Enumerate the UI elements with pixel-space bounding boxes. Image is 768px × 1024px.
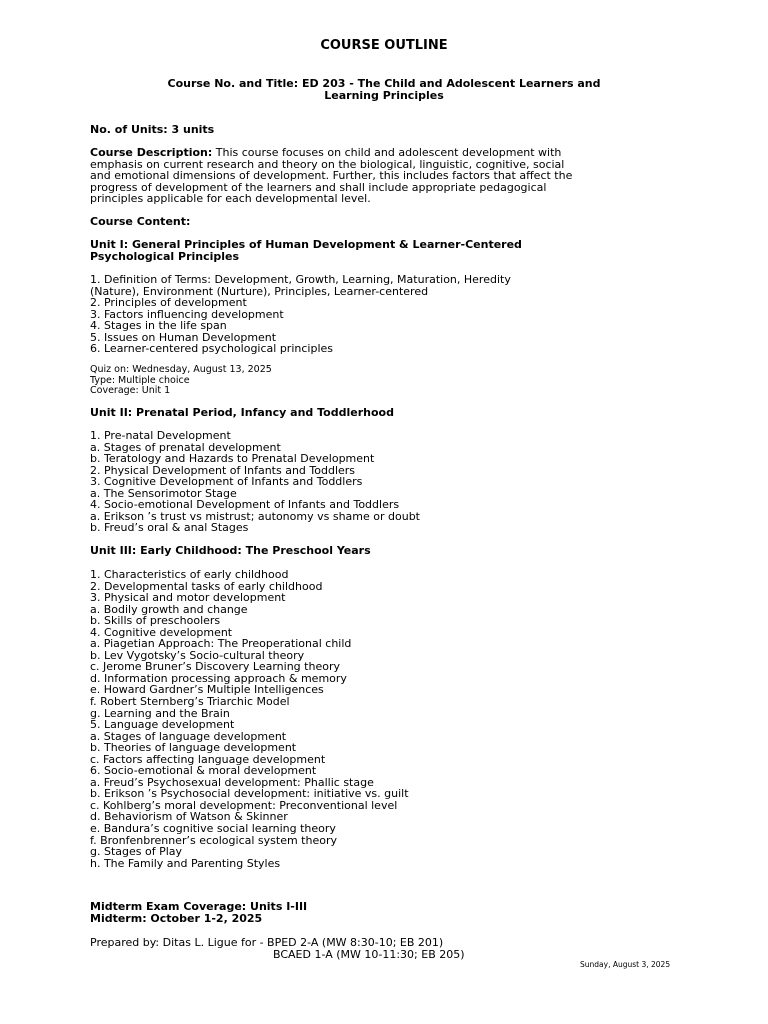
list-item: 3. Cognitive Development of Infants and Toddlers — [90, 475, 363, 489]
list-item: e. Howard Gardner’s Multiple Intelligences — [90, 683, 324, 697]
list-item: 2. Developmental tasks of early childhood — [90, 579, 323, 593]
midterm-info — [90, 901, 700, 924]
list-item: d. Information processing approach & memory — [90, 671, 347, 685]
list-item: b. Lev Vygotsky’s Socio-cultural theory — [90, 648, 305, 662]
list-item: b. Freud’s oral & anal Stages — [90, 521, 249, 535]
page-title: COURSE OUTLINE — [320, 38, 448, 53]
course-content-label: Course Content: — [90, 215, 191, 228]
unit1-heading-line: Psychological Principles — [90, 249, 240, 263]
description-text: progress of development of the learners and shall include appropriate pedagogical — [90, 180, 547, 194]
list-item: b. Skills of preschoolers — [90, 614, 221, 628]
list-item: 4. Socio-emotional Development of Infants and Toddlers — [90, 498, 400, 512]
unit3-heading: Unit III: Early Childhood: The Preschool Years — [90, 544, 371, 557]
description-text: principles applicable for each developmental level. — [90, 192, 371, 206]
list-item: (Nature), Environment (Nurture), Principles, Learner-centered — [90, 284, 429, 298]
unit1-heading — [90, 239, 700, 262]
description-label: Course Description: — [90, 146, 213, 159]
list-item: f. Robert Sternberg’s Triarchic Model — [90, 695, 290, 709]
unit2-heading: Unit II: Prenatal Period, Infancy and Toddlerhood — [90, 406, 394, 419]
description-text: This course focuses on child and adolescent development with — [212, 146, 562, 159]
list-item: c. Kohlberg’s moral development: Preconventional level — [90, 798, 398, 812]
midterm-date: Midterm: October 1-2, 2025 — [90, 911, 263, 925]
prepared-by: Prepared by: Ditas L. Ligue for - BPED 2-A (MW 8:30-10; EB 201) — [90, 936, 444, 949]
list-item: b. Theories of language development — [90, 741, 297, 755]
list-item: 2. Principles of development — [90, 296, 247, 310]
list-item: 2. Physical Development of Infants and Toddlers — [90, 463, 356, 477]
course-title-line: Course No. and Title: ED 203 - The Child and Adolescent Learners and — [167, 77, 601, 90]
list-item: a. Stages of language development — [90, 729, 287, 743]
course-title — [150, 78, 618, 102]
unit1-heading-line: Unit I: General Principles of Human Development & Learner-Centered — [90, 238, 522, 251]
list-item: 5. Issues on Human Development — [90, 330, 277, 344]
course-description — [90, 147, 700, 205]
list-item: a. Bodily growth and change — [90, 602, 248, 616]
list-item: b. Teratology and Hazards to Prenatal Development — [90, 452, 375, 466]
list-item: h. The Family and Parenting Styles — [90, 856, 281, 870]
list-item: 6. Socio-emotional & moral development — [90, 764, 317, 778]
midterm-coverage: Midterm Exam Coverage: Units I-III — [90, 900, 308, 913]
list-item: 1. Definition of Terms: Development, Growth, Learning, Maturation, Heredity — [90, 273, 511, 286]
description-text: and emotional dimensions of development. Further, this includes factors that affect the — [90, 169, 573, 183]
list-item: 4. Cognitive development — [90, 625, 233, 639]
list-item: b. Erikson ’s Psychosocial development: initiative vs. guilt — [90, 787, 409, 801]
list-item: a. Freud’s Psychosexual development: Phallic stage — [90, 775, 374, 789]
list-item: f. Bronfenbrenner’s ecological system theory — [90, 833, 337, 847]
list-item: 6. Learner-centered psychological principles — [90, 342, 333, 356]
quiz-line: Quiz on: Wednesday, August 13, 2025 — [90, 364, 272, 375]
list-item: c. Jerome Bruner’s Discovery Learning theory — [90, 660, 340, 674]
list-item: 5. Language development — [90, 718, 235, 732]
quiz-line: Type: Multiple choice — [90, 374, 190, 386]
course-title-line: Learning Principles — [324, 89, 444, 102]
list-item: 4. Stages in the life span — [90, 319, 227, 333]
list-item: a. The Sensorimotor Stage — [90, 486, 237, 500]
list-item: e. Bandura’s cognitive social learning theory — [90, 822, 336, 836]
unit3-list — [90, 569, 700, 869]
quiz-info — [90, 365, 700, 397]
quiz-line: Coverage: Unit 1 — [90, 385, 171, 396]
list-item: 3. Physical and motor development — [90, 591, 286, 605]
description-text: emphasis on current research and theory on the biological, linguistic, cognitive, social — [90, 157, 565, 171]
list-item: 1. Characteristics of early childhood — [90, 568, 289, 581]
unit2-list — [90, 430, 700, 534]
units-text: No. of Units: 3 units — [90, 123, 215, 136]
prepared-by-section: BCAED 1-A (MW 10-11:30; EB 205) — [273, 948, 465, 961]
footer-date: Sunday, August 3, 2025 — [580, 960, 671, 969]
unit1-list — [90, 274, 700, 355]
list-item: g. Stages of Play — [90, 845, 183, 859]
list-item: a. Piagetian Approach: The Preoperational child — [90, 637, 352, 651]
list-item: 3. Factors influencing development — [90, 307, 284, 321]
list-item: a. Stages of prenatal development — [90, 440, 281, 454]
list-item: c. Factors affecting language development — [90, 752, 326, 766]
list-item: 1. Pre-natal Development — [90, 429, 231, 442]
list-item: a. Erikson ’s trust vs mistrust; autonomy vs shame or doubt — [90, 509, 420, 523]
list-item: d. Behaviorism of Watson & Skinner — [90, 810, 288, 824]
list-item: g. Learning and the Brain — [90, 706, 230, 720]
